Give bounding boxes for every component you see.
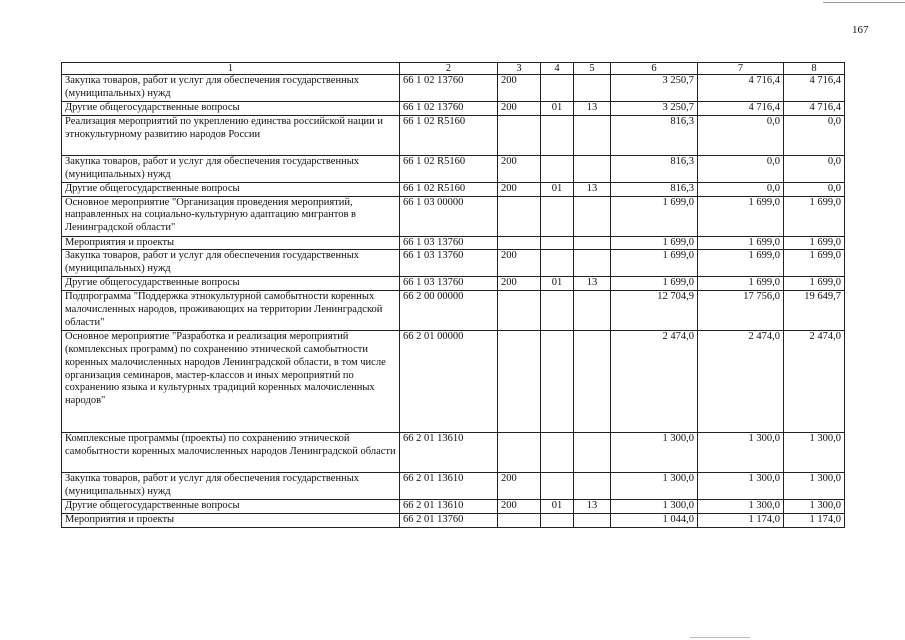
row-value-6: 1 699,0 xyxy=(611,236,698,250)
row-value-6: 3 250,7 xyxy=(611,102,698,116)
row-value-6: 2 474,0 xyxy=(611,331,698,433)
column-header: 1 xyxy=(62,63,400,75)
row-value-8: 1 699,0 xyxy=(784,277,845,291)
row-value-6: 1 699,0 xyxy=(611,277,698,291)
column-header: 3 xyxy=(498,63,541,75)
top-rule xyxy=(823,2,905,3)
row-value-6: 1 300,0 xyxy=(611,500,698,514)
row-value-7: 1 300,0 xyxy=(698,500,784,514)
row-code: 66 1 02 R5160 xyxy=(400,115,498,155)
row-subsection xyxy=(574,250,611,277)
row-subsection: 13 xyxy=(574,277,611,291)
row-name: Закупка товаров, работ и услуг для обеспечения государственных (муниципальных) нужд xyxy=(62,250,400,277)
table-row xyxy=(62,291,845,331)
header-row xyxy=(62,63,845,75)
row-section: 01 xyxy=(541,277,574,291)
row-value-7: 0,0 xyxy=(698,182,784,196)
row-value-7: 1 699,0 xyxy=(698,277,784,291)
row-name: Другие общегосударственные вопросы xyxy=(62,500,400,514)
row-expense-type xyxy=(498,433,541,473)
row-name: Мероприятия и проекты xyxy=(62,236,400,250)
row-value-8: 0,0 xyxy=(784,155,845,182)
row-expense-type: 200 xyxy=(498,75,541,102)
row-code: 66 1 02 R5160 xyxy=(400,155,498,182)
row-expense-type: 200 xyxy=(498,182,541,196)
row-section xyxy=(541,250,574,277)
column-header: 6 xyxy=(611,63,698,75)
row-code: 66 2 00 00000 xyxy=(400,291,498,331)
row-value-8: 0,0 xyxy=(784,115,845,155)
row-code: 66 2 01 13610 xyxy=(400,433,498,473)
row-value-7: 0,0 xyxy=(698,155,784,182)
row-code: 66 1 02 13760 xyxy=(400,102,498,116)
row-subsection: 13 xyxy=(574,500,611,514)
page-number: 167 xyxy=(852,24,869,36)
table-row xyxy=(62,236,845,250)
row-value-8: 0,0 xyxy=(784,182,845,196)
row-value-7: 1 300,0 xyxy=(698,433,784,473)
row-value-6: 12 704,9 xyxy=(611,291,698,331)
row-section: 01 xyxy=(541,102,574,116)
row-code: 66 2 01 13610 xyxy=(400,500,498,514)
row-value-6: 816,3 xyxy=(611,155,698,182)
table-row xyxy=(62,182,845,196)
row-code: 66 1 03 13760 xyxy=(400,250,498,277)
row-subsection xyxy=(574,236,611,250)
row-name: Закупка товаров, работ и услуг для обеспечения государственных (муниципальных) нужд xyxy=(62,75,400,102)
row-value-6: 1 699,0 xyxy=(611,196,698,236)
row-value-8: 1 699,0 xyxy=(784,236,845,250)
table-row xyxy=(62,473,845,500)
row-value-8: 1 699,0 xyxy=(784,196,845,236)
row-section xyxy=(541,433,574,473)
row-code: 66 1 03 00000 xyxy=(400,196,498,236)
row-subsection xyxy=(574,331,611,433)
row-value-7: 4 716,4 xyxy=(698,75,784,102)
row-expense-type xyxy=(498,115,541,155)
row-expense-type: 200 xyxy=(498,250,541,277)
row-value-7: 1 300,0 xyxy=(698,473,784,500)
row-expense-type: 200 xyxy=(498,155,541,182)
row-name: Реализация мероприятий по укреплению единства российской нации и этнокультурному развитию народов России xyxy=(62,115,400,155)
row-value-6: 816,3 xyxy=(611,182,698,196)
row-subsection xyxy=(574,513,611,527)
row-subsection: 13 xyxy=(574,102,611,116)
row-section: 01 xyxy=(541,182,574,196)
row-subsection xyxy=(574,291,611,331)
row-subsection xyxy=(574,433,611,473)
row-section xyxy=(541,291,574,331)
row-section xyxy=(541,236,574,250)
row-name: Комплексные программы (проекты) по сохранению этнической самобытности коренных малочисленных народов Ленинградской области xyxy=(62,433,400,473)
row-value-6: 1 300,0 xyxy=(611,433,698,473)
row-code: 66 1 02 R5160 xyxy=(400,182,498,196)
table-row xyxy=(62,500,845,514)
row-name: Основное мероприятие "Организация проведения мероприятий, направленных на социально-культурную адаптацию мигрантов в Ленинградской области" xyxy=(62,196,400,236)
row-subsection xyxy=(574,196,611,236)
row-section: 01 xyxy=(541,500,574,514)
table-row xyxy=(62,433,845,473)
row-name: Подпрограмма "Поддержка этнокультурной самобытности коренных малочисленных народов, проживающих на территории Ленинградской области" xyxy=(62,291,400,331)
column-header: 2 xyxy=(400,63,498,75)
table-row xyxy=(62,277,845,291)
table-row xyxy=(62,250,845,277)
row-code: 66 2 01 13760 xyxy=(400,513,498,527)
row-name: Другие общегосударственные вопросы xyxy=(62,102,400,116)
column-header: 7 xyxy=(698,63,784,75)
row-value-6: 3 250,7 xyxy=(611,75,698,102)
row-value-7: 2 474,0 xyxy=(698,331,784,433)
row-value-8: 1 300,0 xyxy=(784,473,845,500)
row-name: Основное мероприятие "Разработка и реализация мероприятий (комплексных программ) по сохранению этнической самобытности коренных малочисленных народов Ленинградской области, в том числе организация семинаров, мастер-классов и иных мероприятий по сохранению языка и культурных традиций коренных малочисленных народов" xyxy=(62,331,400,433)
column-header: 4 xyxy=(541,63,574,75)
row-section xyxy=(541,115,574,155)
table-row xyxy=(62,115,845,155)
row-section xyxy=(541,513,574,527)
row-subsection xyxy=(574,473,611,500)
row-subsection xyxy=(574,115,611,155)
row-name: Другие общегосударственные вопросы xyxy=(62,277,400,291)
row-name: Мероприятия и проекты xyxy=(62,513,400,527)
bottom-rule xyxy=(690,637,750,638)
row-value-8: 4 716,4 xyxy=(784,102,845,116)
row-code: 66 1 03 13760 xyxy=(400,236,498,250)
row-section xyxy=(541,196,574,236)
row-value-6: 1 044,0 xyxy=(611,513,698,527)
row-section xyxy=(541,155,574,182)
row-value-8: 19 649,7 xyxy=(784,291,845,331)
row-subsection: 13 xyxy=(574,182,611,196)
row-name: Другие общегосударственные вопросы xyxy=(62,182,400,196)
row-value-7: 0,0 xyxy=(698,115,784,155)
row-subsection xyxy=(574,75,611,102)
budget-table xyxy=(61,62,845,528)
table-row xyxy=(62,102,845,116)
row-value-7: 4 716,4 xyxy=(698,102,784,116)
row-value-6: 816,3 xyxy=(611,115,698,155)
row-value-8: 1 300,0 xyxy=(784,500,845,514)
row-code: 66 2 01 00000 xyxy=(400,331,498,433)
row-name: Закупка товаров, работ и услуг для обеспечения государственных (муниципальных) нужд xyxy=(62,473,400,500)
column-header: 5 xyxy=(574,63,611,75)
row-expense-type xyxy=(498,196,541,236)
row-value-6: 1 699,0 xyxy=(611,250,698,277)
row-value-7: 17 756,0 xyxy=(698,291,784,331)
row-section xyxy=(541,75,574,102)
row-value-8: 1 174,0 xyxy=(784,513,845,527)
row-name: Закупка товаров, работ и услуг для обеспечения государственных (муниципальных) нужд xyxy=(62,155,400,182)
table-row xyxy=(62,196,845,236)
row-value-7: 1 174,0 xyxy=(698,513,784,527)
row-value-6: 1 300,0 xyxy=(611,473,698,500)
table-row xyxy=(62,513,845,527)
row-subsection xyxy=(574,155,611,182)
column-header: 8 xyxy=(784,63,845,75)
row-expense-type: 200 xyxy=(498,473,541,500)
row-expense-type xyxy=(498,331,541,433)
row-value-8: 1 699,0 xyxy=(784,250,845,277)
row-code: 66 2 01 13610 xyxy=(400,473,498,500)
row-expense-type: 200 xyxy=(498,277,541,291)
row-value-7: 1 699,0 xyxy=(698,196,784,236)
row-expense-type: 200 xyxy=(498,102,541,116)
row-expense-type xyxy=(498,291,541,331)
table-row xyxy=(62,75,845,102)
row-section xyxy=(541,473,574,500)
row-code: 66 1 03 13760 xyxy=(400,277,498,291)
row-code: 66 1 02 13760 xyxy=(400,75,498,102)
row-value-7: 1 699,0 xyxy=(698,250,784,277)
row-expense-type xyxy=(498,513,541,527)
row-expense-type xyxy=(498,236,541,250)
row-value-7: 1 699,0 xyxy=(698,236,784,250)
table-row xyxy=(62,331,845,433)
row-value-8: 4 716,4 xyxy=(784,75,845,102)
table-row xyxy=(62,155,845,182)
row-expense-type: 200 xyxy=(498,500,541,514)
row-value-8: 2 474,0 xyxy=(784,331,845,433)
row-section xyxy=(541,331,574,433)
row-value-8: 1 300,0 xyxy=(784,433,845,473)
